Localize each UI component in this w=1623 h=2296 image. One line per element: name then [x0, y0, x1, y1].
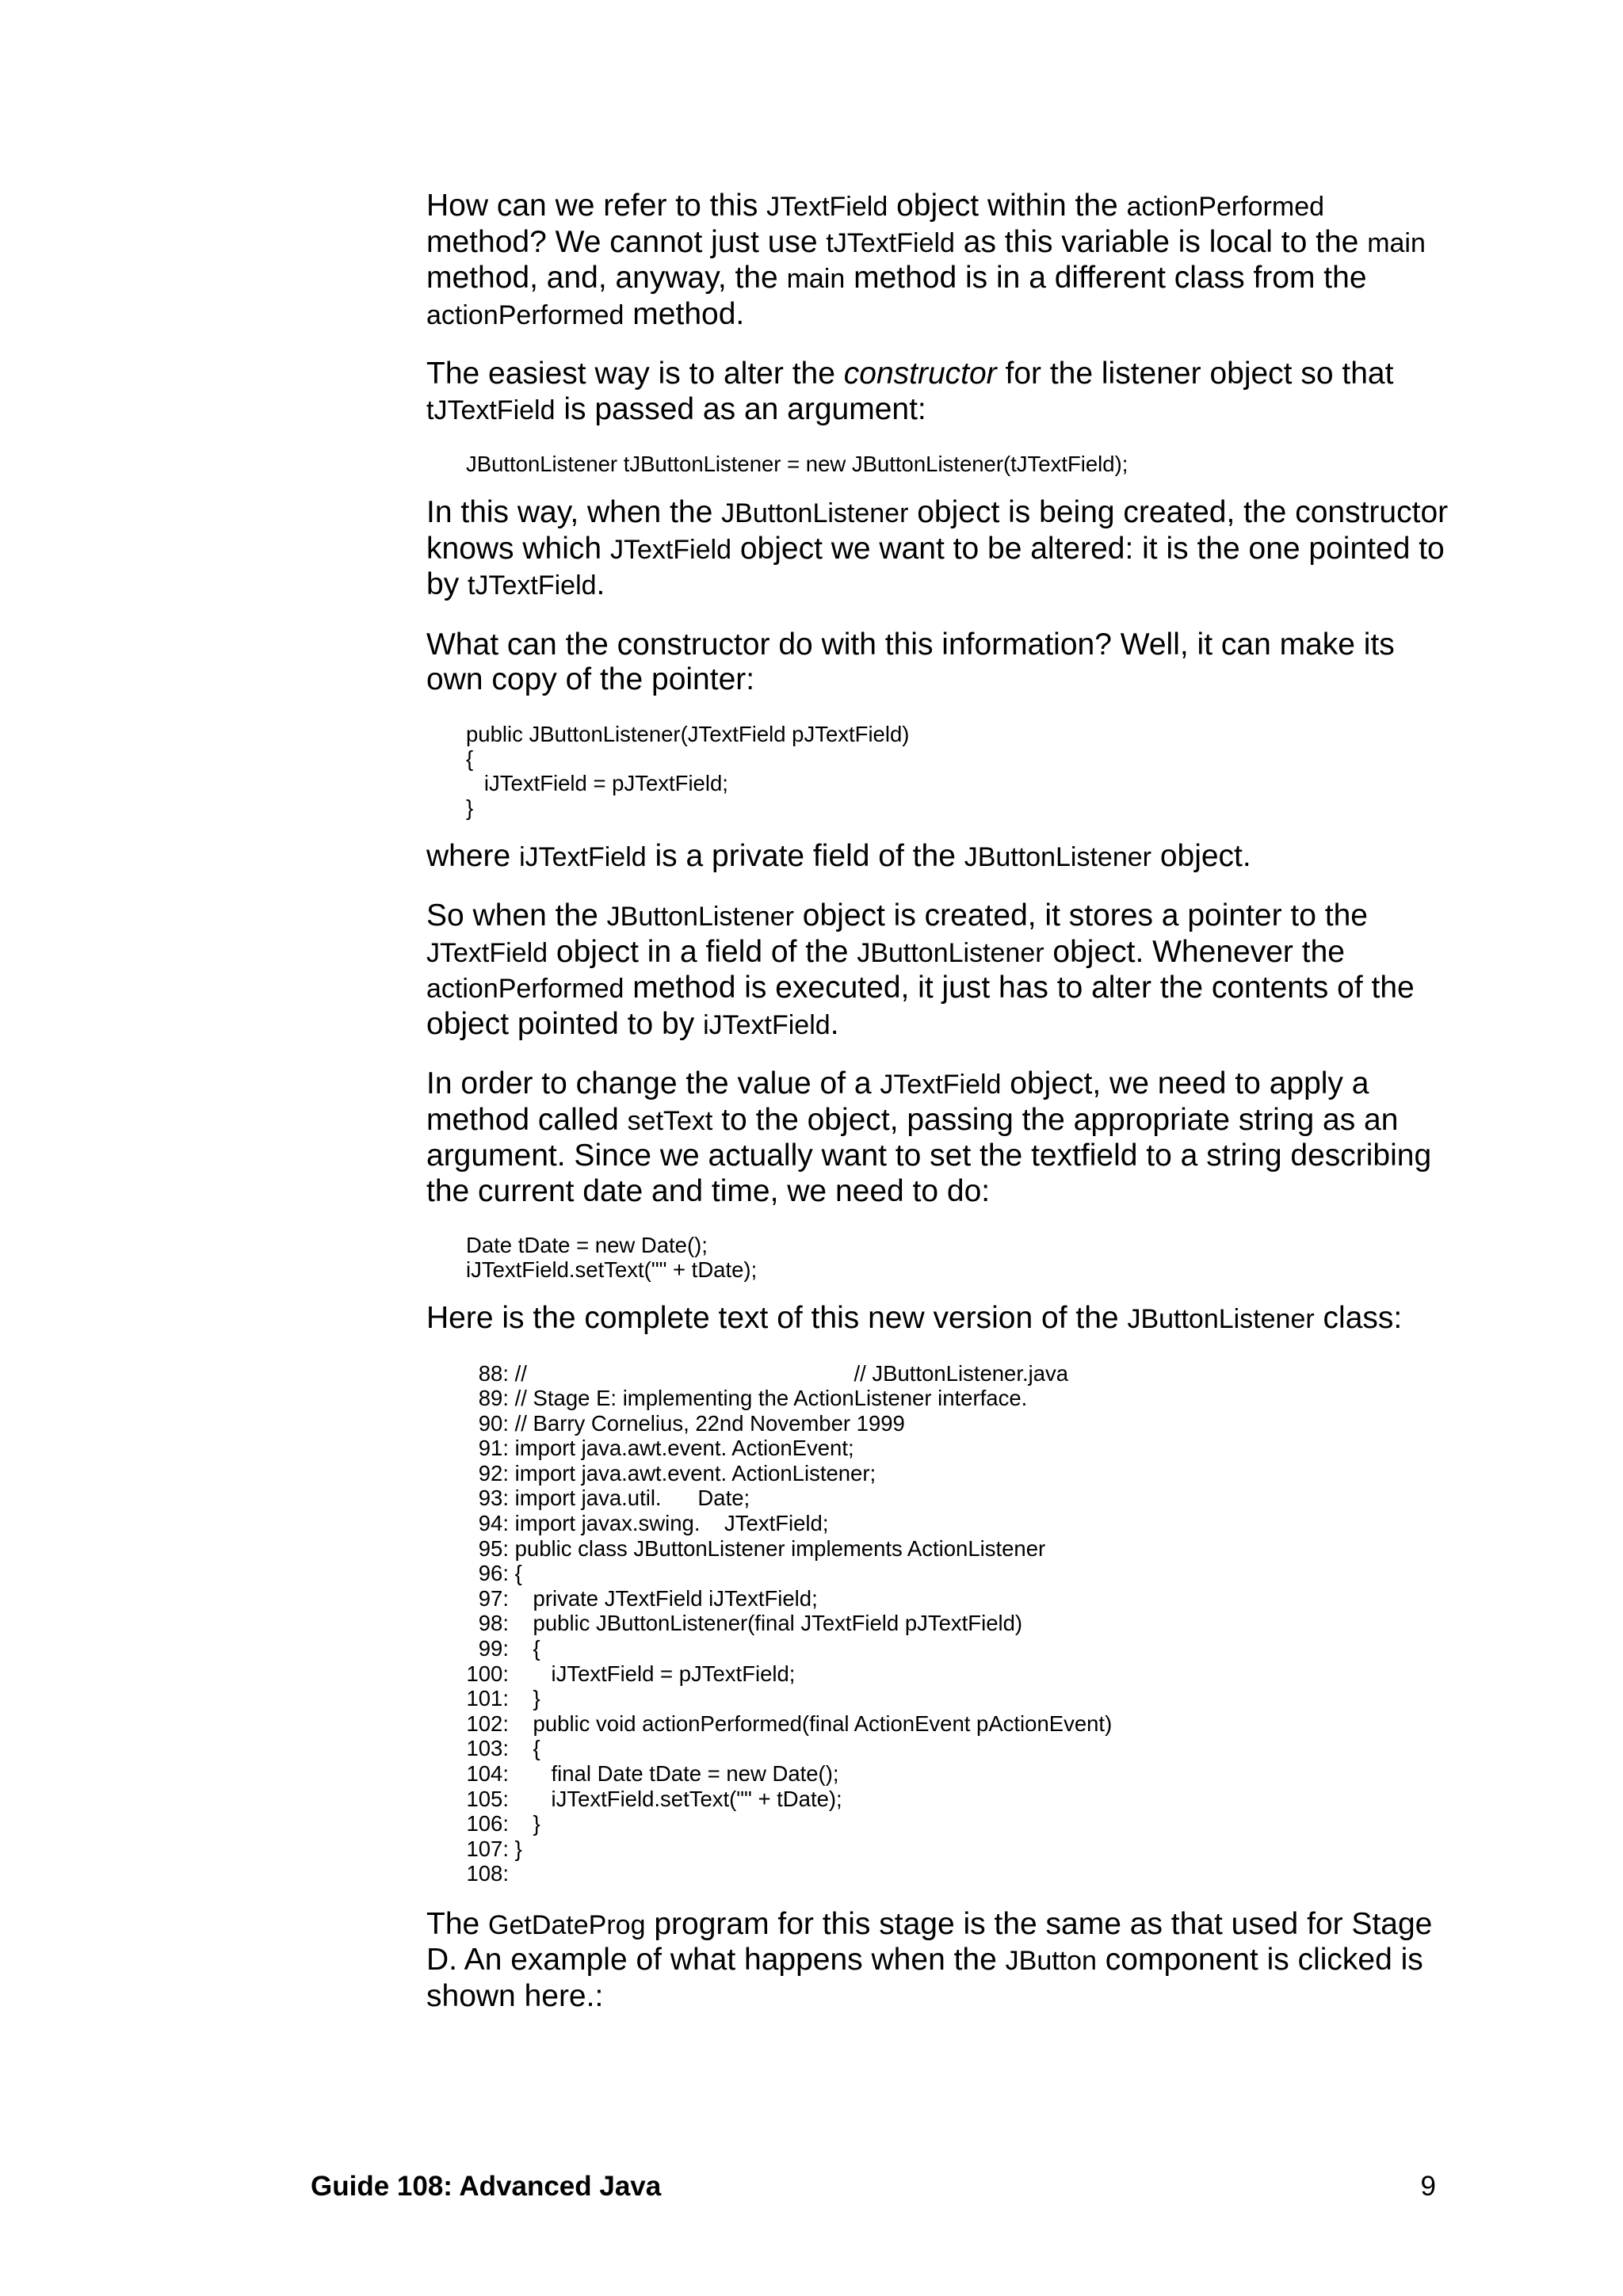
- paragraph-7: [426, 1066, 1449, 1209]
- line-code: iJTextField.setText("" + tDate);: [509, 1786, 842, 1811]
- line-number: 93:: [478, 1486, 509, 1511]
- line-number: 103:: [466, 1736, 509, 1761]
- line-code: import java.util. Date;: [509, 1486, 750, 1511]
- inline-code: actionPerformed: [426, 299, 624, 330]
- line-code: final Date tDate = new Date();: [509, 1761, 839, 1786]
- line-number: 106:: [466, 1811, 509, 1836]
- listing-line: [466, 1661, 1449, 1687]
- text-run: for the listener object so that: [996, 357, 1394, 391]
- line-code: private JTextField iJTextField;: [509, 1585, 818, 1611]
- text-run: method is executed, it just has to alter the contents of the object pointed to by: [426, 971, 1415, 1041]
- paragraph-9: [426, 1907, 1449, 2015]
- line-code: // Stage E: implementing the ActionListener interface.: [509, 1386, 1028, 1411]
- line-number: 88:: [478, 1360, 509, 1386]
- paragraph-6: [426, 898, 1449, 1043]
- inline-code: JTextField: [880, 1070, 1002, 1100]
- listing-line: [466, 1536, 1449, 1562]
- line-number: 92:: [478, 1460, 509, 1486]
- text-run: object.: [1151, 838, 1251, 873]
- listing-line: [466, 1861, 1449, 1886]
- text-run: object is created, it stores a pointer to the: [793, 898, 1368, 933]
- text-run: The easiest way is to alter the: [426, 357, 844, 391]
- inline-code: JTextField: [766, 192, 888, 222]
- text-run: where: [426, 838, 520, 873]
- text-run: So when the: [426, 898, 607, 933]
- inline-code: JButtonListener: [964, 841, 1151, 872]
- inline-code: main: [1367, 227, 1426, 258]
- line-number: 100:: [466, 1661, 509, 1686]
- inline-code: setText: [627, 1105, 713, 1136]
- inline-code: main: [786, 264, 846, 294]
- listing-line: [466, 1711, 1449, 1737]
- line-code: import javax.swing. JTextField;: [509, 1511, 829, 1536]
- text-run: .: [596, 567, 605, 601]
- line-number: 107:: [466, 1836, 509, 1861]
- listing-line: [466, 1511, 1449, 1536]
- text-run: object within the: [888, 189, 1127, 223]
- inline-code: actionPerformed: [1126, 192, 1325, 222]
- line-number: 105:: [466, 1786, 509, 1811]
- text-run: method.: [624, 296, 745, 331]
- inline-code: JButtonListener: [606, 902, 794, 932]
- listing-line: [466, 1686, 1449, 1711]
- footer-title: Guide 108: Advanced Java: [311, 2171, 662, 2202]
- page-number: 9: [1420, 2171, 1436, 2202]
- inline-code: JButtonListener: [721, 498, 909, 528]
- text-run: object. Whenever the: [1044, 934, 1345, 969]
- line-number: 98:: [478, 1611, 509, 1636]
- paragraph-5: [426, 839, 1449, 875]
- text-run: object is being created, the constructor knows which: [426, 495, 1449, 566]
- inline-code: iJTextField: [703, 1009, 831, 1040]
- paragraph-8: [426, 1301, 1449, 1337]
- line-number: 90:: [478, 1410, 509, 1436]
- text-run: class:: [1314, 1301, 1403, 1335]
- code-snippet-1: JButtonListener tJButtonListener = new JButtonListener(tJTextField);: [466, 452, 1128, 476]
- page-footer: [311, 2171, 1436, 2203]
- text-run: In order to change the value of a: [426, 1066, 880, 1100]
- page-content: [426, 189, 1449, 2038]
- listing-line: [466, 1361, 1449, 1386]
- listing-line: [466, 1611, 1449, 1636]
- line-code: }: [509, 1811, 540, 1836]
- line-number: 96:: [478, 1561, 509, 1586]
- line-number: 95:: [478, 1535, 509, 1561]
- line-code: // Barry Cornelius, 22nd November 1999: [509, 1410, 905, 1436]
- line-code: {: [509, 1561, 522, 1586]
- line-number: 89:: [478, 1386, 509, 1411]
- line-number: 102:: [466, 1711, 509, 1736]
- inline-code: JButtonListener: [1127, 1304, 1315, 1334]
- line-code: }: [509, 1686, 540, 1711]
- text-run: object in a field of the: [548, 934, 857, 969]
- line-code: // // JButtonListener.java: [509, 1360, 1069, 1386]
- inline-code: actionPerformed: [426, 974, 624, 1004]
- text-run: to the object, passing the appropriate string as an argument. Since we actually want to set the textfield to a string describing the current date and time, we need to do:: [426, 1102, 1432, 1208]
- text-run: The: [426, 1906, 489, 1941]
- listing-line: [466, 1436, 1449, 1461]
- line-code: }: [509, 1836, 522, 1861]
- text-run: as this variable is local to the: [954, 224, 1368, 259]
- line-number: 91:: [478, 1436, 509, 1461]
- text-run: Here is the complete text of this new version of the: [426, 1301, 1128, 1335]
- text-run: object we want to be altered: it is the one pointed to by: [426, 531, 1445, 601]
- paragraph-4: [426, 627, 1449, 698]
- listing-line: [466, 1486, 1449, 1511]
- listing-line: [466, 1561, 1449, 1586]
- line-number: 99:: [478, 1636, 509, 1661]
- code-listing: [466, 1361, 1449, 1886]
- line-code: {: [509, 1636, 540, 1661]
- text-run: .: [830, 1006, 839, 1041]
- line-code: public JButtonListener(final JTextField pJTextField): [509, 1611, 1023, 1636]
- listing-line: [466, 1736, 1449, 1761]
- inline-code: JTextField: [609, 534, 731, 565]
- line-number: 104:: [466, 1761, 509, 1786]
- text-run: What can the constructor do with this information? Well, it can make its own copy of the pointer:: [426, 627, 1395, 696]
- inline-code: GetDateProg: [488, 1909, 646, 1940]
- line-number: 108:: [466, 1861, 509, 1886]
- line-number: 94:: [478, 1511, 509, 1536]
- line-code: public void actionPerformed(final ActionEvent pActionEvent): [509, 1711, 1113, 1736]
- text-run: program for this stage is the same as that used for Stage D. An example of what happens when the: [426, 1906, 1433, 1978]
- listing-line: [466, 1461, 1449, 1486]
- text-run: In this way, when the: [426, 495, 722, 529]
- inline-code: JButtonListener: [857, 937, 1044, 968]
- listing-line: [466, 1787, 1449, 1812]
- text-run: object, we need to apply a method called: [426, 1066, 1369, 1137]
- listing-line: [466, 1586, 1449, 1611]
- text-run: How can we refer to this: [426, 189, 767, 223]
- text-run: is passed as an argument:: [555, 391, 926, 426]
- inline-code: tJTextField: [826, 227, 955, 258]
- line-number: 97:: [478, 1585, 509, 1611]
- line-code: public class JButtonListener implements ActionListener: [509, 1535, 1046, 1561]
- code-snippet-2: public JButtonListener(JTextField pJTextField) { iJTextField = pJTextField; }: [466, 721, 910, 820]
- paragraph-3: [426, 495, 1449, 604]
- inline-code: tJTextField: [468, 570, 597, 601]
- listing-line: [466, 1761, 1449, 1787]
- inline-code: tJTextField: [426, 395, 556, 425]
- listing-line: [466, 1811, 1449, 1836]
- text-run: is a private field of the: [646, 838, 964, 873]
- line-code: import java.awt.event. ActionListener;: [509, 1460, 876, 1486]
- code-snippet-3: Date tDate = new Date(); iJTextField.setText("" + tDate);: [466, 1233, 758, 1282]
- inline-code: iJTextField: [519, 841, 647, 872]
- emphasis-text: constructor: [843, 357, 997, 391]
- inline-code: JButton: [1005, 1946, 1097, 1977]
- line-code: import java.awt.event. ActionEvent;: [509, 1436, 854, 1461]
- line-code: {: [509, 1736, 540, 1761]
- line-code: iJTextField = pJTextField;: [509, 1661, 796, 1686]
- listing-line: [466, 1386, 1449, 1411]
- listing-line: [466, 1836, 1449, 1862]
- line-number: 101:: [466, 1686, 509, 1711]
- text-run: method, and, anyway, the: [426, 261, 787, 295]
- text-run: method? We cannot just use: [426, 224, 827, 259]
- text-run: method is in a different class from the: [845, 261, 1367, 295]
- paragraph-1: [426, 189, 1449, 333]
- paragraph-2: [426, 357, 1449, 428]
- inline-code: JTextField: [426, 937, 548, 968]
- listing-line: [466, 1411, 1449, 1436]
- text-run: component is clicked is shown here.:: [426, 1943, 1423, 2013]
- listing-line: [466, 1636, 1449, 1661]
